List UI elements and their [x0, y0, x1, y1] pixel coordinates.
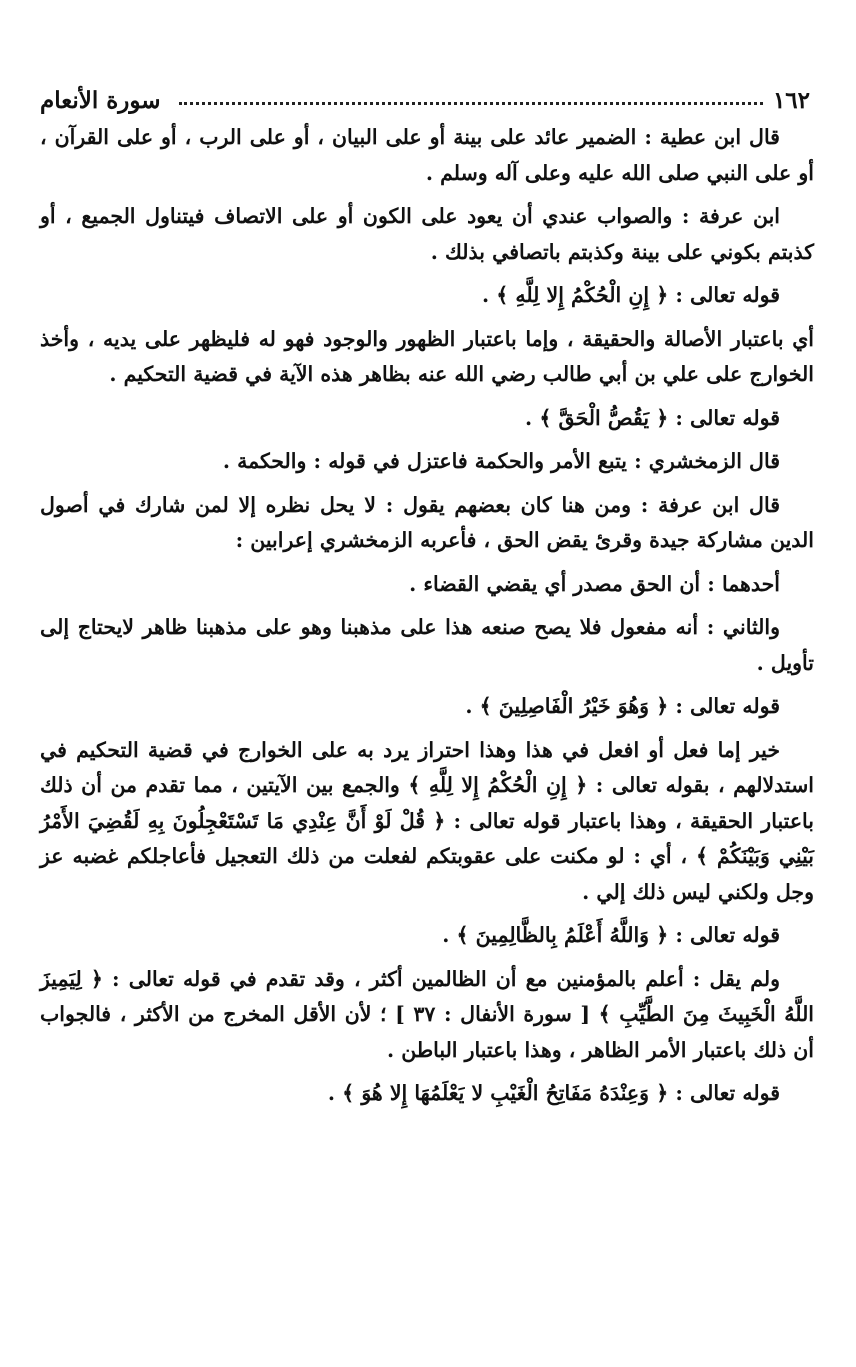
surah-title: سورة الأنعام — [40, 87, 161, 114]
verse-heading: قوله تعالى : ﴿ يَقُصُّ الْحَقَّ ﴾ . — [525, 405, 780, 430]
page-number: ١٦٢ — [772, 87, 810, 114]
paragraph-ibn-arafa-2: قال ابن عرفة : ومن هنا كان بعضهم يقول : لا يحل نظره إلا لمن شارك في أصول الدين مشاركة جيدة وقرئ يقض الحق ، فأعربه الزمخشري إعرابين : — [40, 492, 814, 552]
page-content — [40, 120, 814, 1112]
paragraph-first-parsing: أحدهما : أن الحق مصدر أي يقضي القضاء . — [409, 571, 780, 596]
paragraph-second-parsing: والثاني : أنه مفعول فلا يصح صنعه هذا على مذهبنا وهو على مذهبنا ظاهر لايحتاج إلى تأويل . — [40, 615, 814, 675]
verse-heading: قوله تعالى : ﴿ إِنِ الْحُكْمُ إِلا لِلَّهِ ﴾ . — [481, 283, 780, 307]
verse-heading: قوله تعالى : ﴿ وَاللَّهُ أَعْلَمُ بِالظَّالِمِينَ ﴾ . — [442, 923, 780, 947]
paragraph-ibn-arafa-1: ابن عرفة : والصواب عندي أن يعود على الكون أو على الاتصاف فيتناول الجميع ، أو كذبتم بكوني على بينة وكذبتم باتصافي بذلك . — [40, 204, 814, 264]
paragraph-zamakhshari: قال الزمخشري : يتبع الأمر والحكمة فاعتزل في قوله : والحكمة . — [222, 449, 780, 473]
verse-heading: قوله تعالى : ﴿ وَعِنْدَهُ مَفَاتِحُ الْغَيْبِ لا يَعْلَمُهَا إِلا هُوَ ﴾ . — [327, 1081, 780, 1105]
paragraph-commentary: ولم يقل : أعلم بالمؤمنين مع أن الظالمين أكثر ، وقد تقدم في قوله تعالى : ﴿ لِيَمِيزَ اللَّهُ الْخَبِيثَ مِنَ الطَّيِّبِ ﴾ [ سورة الأنفال : ٣٧ ] ؛ لأن الأقل المخرج من الأكثر ، فالجواب أن ذلك باعتبار الأمر الظاهر ، وهذا باعتبار الباطن . — [40, 966, 815, 1062]
verse-heading: قوله تعالى : ﴿ وَهُوَ خَيْرُ الْفَاصِلِينَ ﴾ . — [465, 694, 780, 718]
paragraph-commentary: خير إما فعل أو افعل في هذا وهذا احتراز يرد به على الخوارج في قضية التحكيم في استدلالهم ، بقوله تعالى : ﴿ إِنِ الْحُكْمُ إِلا لِلَّهِ ﴾ والجمع بين الآيتين ، مما تقدم من أن ذلك باعتبار الحقيقة ، وهذا باعتبار قوله تعالى : ﴿ قُلْ لَوْ أَنَّ عِنْدِي مَا تَسْتَعْجِلُونَ بِهِ لَقُضِيَ الأَمْرُ بَيْنِي وَبَيْنَكُمْ ﴾ ، أي : لو مكنت على عقوبتكم لفعلت من ذلك التعجيل فأعاجلكم غضبه عز وجل ولكني ليس ذلك إلي . — [40, 737, 814, 904]
page-header — [40, 70, 814, 114]
paragraph-commentary: أي باعتبار الأصالة والحقيقة ، وإما باعتبار الظهور والوجود فهو له فليظهر على يديه ، وأخذ الخوارج على علي بن أبي طالب رضي الله عنه بظاهر هذه الآية في قضية التحكيم . — [40, 326, 814, 386]
paragraph-ibn-atiyya: قال ابن عطية : الضمير عائد على بينة أو على البيان ، أو على الرب ، أو على القرآن ، أو على النبي صلى الله عليه وعلى آله وسلم . — [40, 125, 814, 185]
header-dotted-rule — [179, 102, 763, 105]
